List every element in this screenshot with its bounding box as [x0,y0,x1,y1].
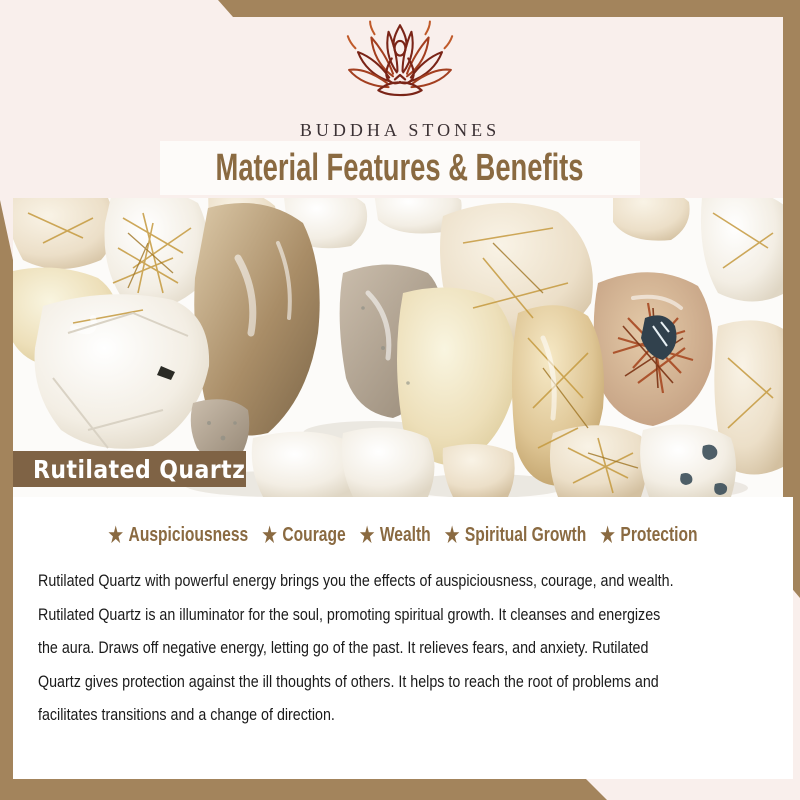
left-ribbon [0,200,13,800]
description-line: Rutilated Quartz is an illuminator for the soul, promoting spiritual growth. It cleanses and energizes [38,604,661,624]
description-line: the aura. Draws off negative energy, letting go of the past. It relieves fears, and anxiety. Rutilated [38,638,649,657]
section-title: Material Features & Benefits [216,146,584,189]
bottom-ribbon [0,779,607,800]
benefit-label: Courage [282,524,346,546]
benefit-item [445,523,586,548]
benefit-label: Spiritual Growth [464,524,587,546]
stone-name: Rutilated Quartz [33,454,246,484]
benefit-label: Auspiciousness [128,524,249,546]
benefit-item [600,523,697,548]
lotus-meditation-logo-icon [330,20,470,116]
description-line: facilitates transitions and a change of direction. [38,705,335,724]
product-photo [13,198,783,497]
star-icon: ★ [108,524,124,547]
stone-name-label [13,451,246,487]
star-icon: ★ [600,524,615,547]
benefit-item [108,523,248,548]
benefit-label: Protection [620,524,698,546]
benefit-item [360,523,431,548]
description-panel [13,497,793,779]
benefits-row [99,523,707,548]
top-ribbon [218,0,800,17]
description-line: Rutilated Quartz with powerful energy brings you the effects of auspiciousness, courage, and wealth. [38,571,674,590]
star-icon: ★ [444,524,460,547]
description-text [38,564,793,732]
description-line: Quartz gives protection against the ill thoughts of others. It helps to reach the root of problems and [38,671,659,691]
section-title-banner [160,141,640,195]
benefit-label: Wealth [379,524,431,546]
brand-header [0,20,800,141]
star-icon: ★ [359,524,375,547]
star-icon: ★ [262,524,277,547]
benefit-item [262,523,345,548]
brand-name: BUDDHA STONES [299,120,501,140]
